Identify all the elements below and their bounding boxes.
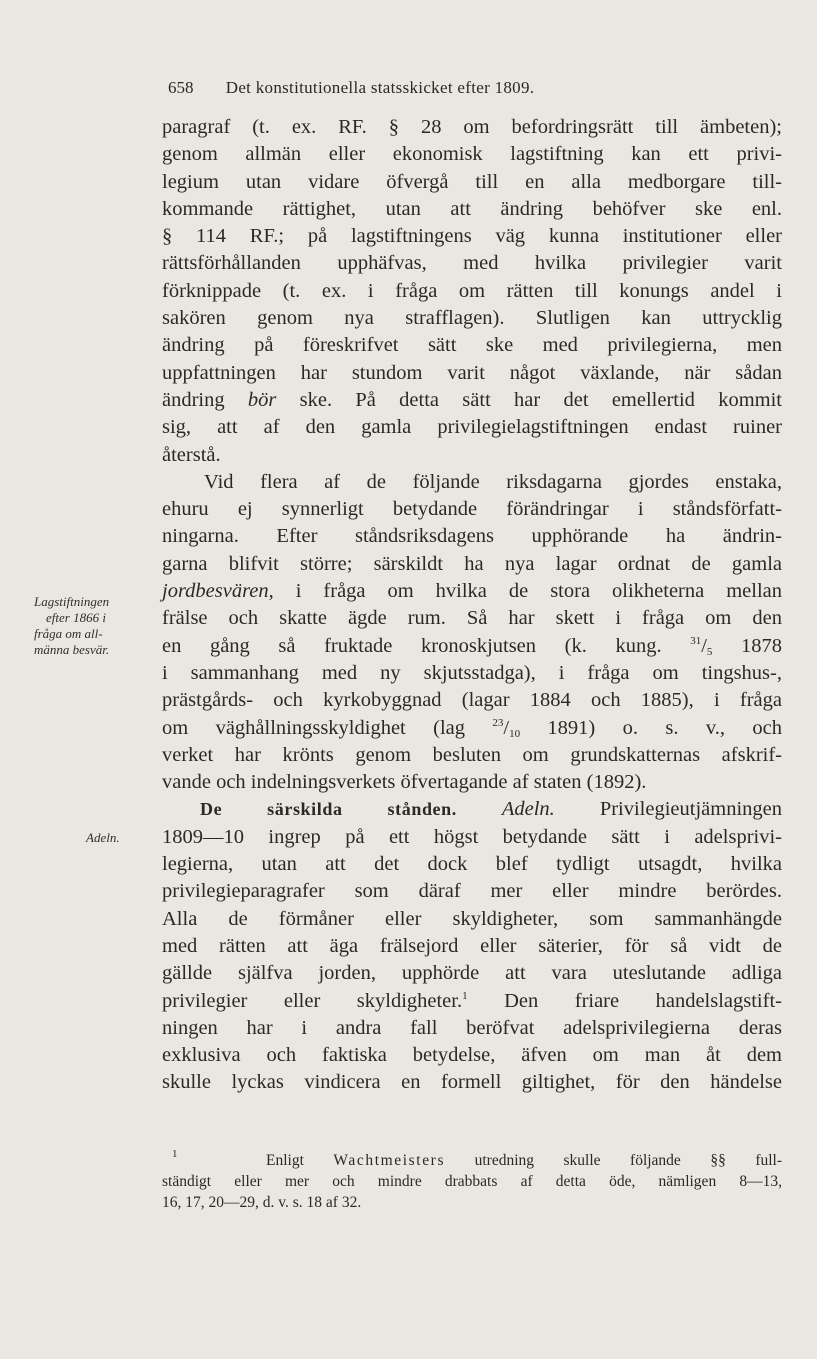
text-run: , i fråga om hvilka de stora olikheterna mellan — [268, 580, 782, 603]
text-run: en gång så fruktade kronoskjutsen (k. kung. — [162, 634, 691, 657]
text-line: skulle lyckas vindicera en formell giltighet, för den händelse — [162, 1071, 782, 1094]
emphasis-jordbesvaren: jordbesvären — [162, 580, 269, 603]
margin-note-line: männa besvär. — [34, 642, 110, 657]
footnote-marker: 1 — [172, 1148, 178, 1160]
text-run: Privilegieutjämningen — [599, 798, 783, 821]
spaced-name: Wachtmeisters — [333, 1152, 446, 1169]
margin-note-line: efter 1866 i — [46, 610, 106, 625]
text-line: sig, att af den gamla privilegielagstiftningen endast ruiner — [162, 416, 782, 439]
text-run: Den friare handelslagstift- — [467, 989, 782, 1012]
text-run: ändring — [162, 388, 248, 411]
body-text — [162, 114, 782, 1097]
text-line: i sammanhang med ny skjutsstadga), i fråga om tingshus-, — [162, 661, 782, 684]
date-day: 23 — [492, 716, 504, 729]
date-slash: / — [701, 634, 707, 657]
text-line: ändring på föreskrifvet sätt ske med privilegierna, men — [162, 334, 782, 357]
text-line: § 114 RF.; på lagstiftningens väg kunna institutioner eller — [162, 225, 782, 248]
text-line — [162, 578, 782, 605]
text-line: kommande rättighet, utan att ändring behöfver ske enl. — [162, 197, 782, 220]
subsection-heading: Adeln. — [501, 798, 555, 821]
footnote-line — [162, 1150, 782, 1171]
text-line — [162, 633, 782, 660]
text-line: paragraf (t. ex. RF. § 28 om befordringsrätt till ämbeten); — [162, 116, 782, 138]
margin-note-line: fråga om all- — [34, 626, 103, 641]
footnote-line: ständigt eller mer och mindre drabbats af detta öde, nämligen 8—13, — [162, 1173, 782, 1190]
date-month: 5 — [706, 645, 713, 658]
text-run: Enligt — [266, 1152, 334, 1169]
text-line: Alla de förmåner eller skyldigheter, som sammanhängde — [162, 907, 782, 930]
text-line: 1809—10 ingrep på ett högst betydande sätt i adelsprivi- — [162, 825, 782, 848]
date-slash: / — [503, 716, 510, 739]
margin-note-lagstiftningen — [34, 594, 160, 658]
text-line — [162, 715, 782, 742]
text-line: ningen har i andra fall beröfvat adelsprivilegierna deras — [162, 1016, 782, 1039]
text-line: exklusiva och faktiska betydelse, äfven om man åt dem — [162, 1044, 782, 1067]
text-run: 1878 — [712, 634, 782, 657]
running-title: Det konstitutionella statsskicket efter 1809. — [225, 78, 535, 97]
text-line: verket har krönts genom besluten om grundskatternas afskrif- — [162, 743, 782, 766]
text-line — [162, 988, 782, 1015]
text-line: ehuru ej synnerligt betydande förändringar i ståndsförfatt- — [162, 498, 782, 521]
margin-note-line: Adeln. — [86, 830, 120, 845]
date-month: 10 — [509, 727, 521, 740]
section-heading: De särskilda stånden. — [200, 799, 457, 820]
text-line: sakören genom nya strafflagen). Slutligen kan uttrycklig — [162, 307, 782, 330]
text-run: ske. På detta sätt har det emellertid kommit — [276, 388, 782, 411]
page-header — [168, 78, 668, 98]
text-run: privilegier eller skyldigheter. — [162, 989, 463, 1012]
text-run: 1891) o. s. v., och — [520, 716, 782, 739]
text-line: rättsförhållanden upphäfvas, med hvilka privilegier varit — [162, 252, 782, 275]
text-line: Vid flera af de följande riksdagarna gjordes enstaka, — [204, 470, 782, 493]
page-number: 658 — [168, 78, 194, 97]
text-line: uppfattningen har stundom varit något växlande, när sådan — [162, 361, 782, 384]
footnote — [162, 1150, 782, 1213]
text-line: legierna, utan att det dock blef tydligt utsagdt, hvilka — [162, 853, 782, 876]
margin-note-line: Lagstiftningen — [34, 594, 110, 609]
text-line: genom allmän eller ekonomisk lagstiftning kan ett privi- — [162, 143, 782, 166]
text-line: privilegieparagrafer som däraf mer eller mindre berördes. — [162, 880, 782, 903]
text-line: prästgårds- och kyrkobyggnad (lagar 1884 och 1885), i fråga — [162, 689, 782, 712]
text-run: om väghållningsskyldighet (lag — [162, 716, 493, 739]
text-line: garna blifvit större; särskildt ha nya lagar ordnat de gamla — [162, 552, 782, 575]
text-line — [162, 387, 782, 414]
text-line: legium utan vidare öfvergå till en alla medborgare till- — [162, 170, 782, 193]
text-line — [162, 796, 782, 823]
text-line: återstå. — [162, 443, 221, 466]
text-line: gällde själfva jorden, upphörde att vara uteslutande adliga — [162, 962, 782, 985]
text-run: utredning skulle följande §§ full- — [445, 1152, 783, 1169]
text-line: vande och indelningsverkets öfvertagande af staten (1892). — [162, 771, 647, 794]
emphasis-bor: bör — [247, 388, 277, 411]
footnote-line: 16, 17, 20—29, d. v. s. 18 af 32. — [162, 1194, 362, 1211]
text-line: förknippade (t. ex. i fråga om rätten till konungs andel i — [162, 279, 782, 302]
date-day: 31 — [690, 634, 702, 647]
text-line: ningarna. Efter ståndsriksdagens upphörande ha ändrin- — [162, 525, 782, 548]
text-line: frälse och skatte ägde rum. Så har skett i fråga om den — [162, 607, 782, 630]
text-line: med rätten att äga frälsejord eller säterier, för så vidt de — [162, 934, 782, 957]
footnote-ref: 1 — [462, 989, 468, 1002]
